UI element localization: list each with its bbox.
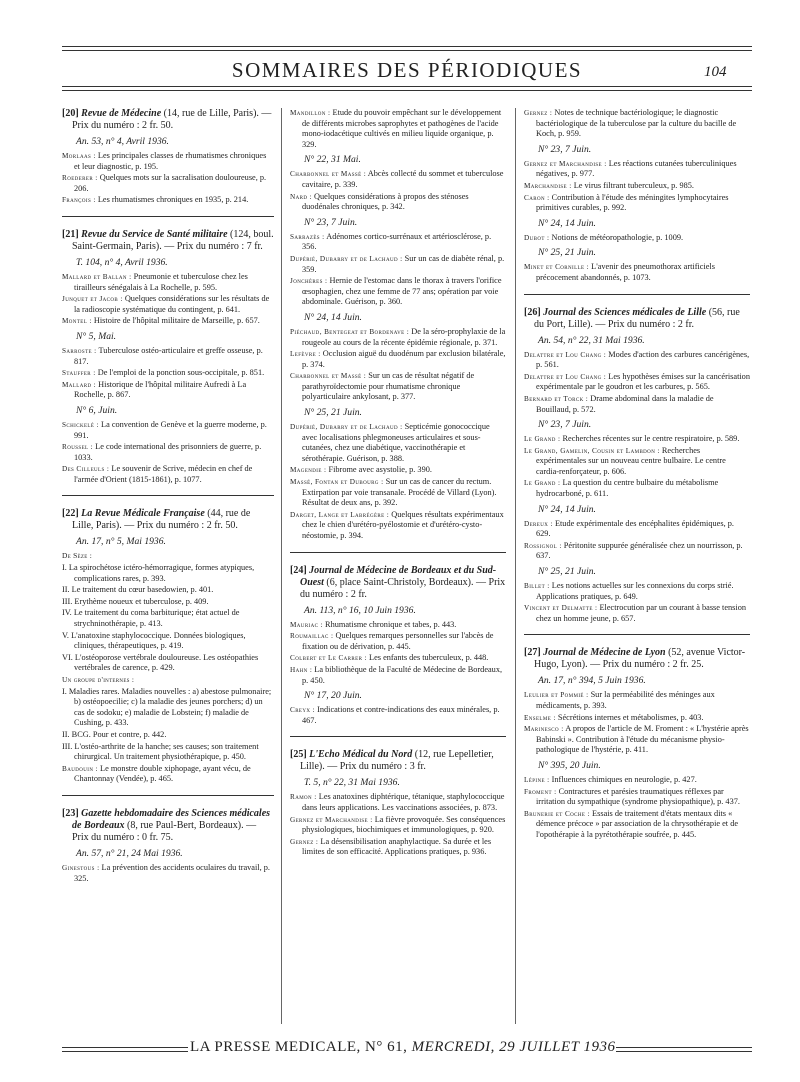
article-title: IV. Le traitement du coma barbiturique; état actuel de strychninothérapie, p. 413.: [62, 608, 240, 629]
article-title: Le code international des prisonniers de guerre, p. 1033.: [74, 442, 262, 462]
article-title: Rhumatisme chronique et tabes, p. 443.: [325, 619, 457, 629]
issue-line: N° 24, 14 Juin.: [304, 311, 362, 323]
article-entry: [290, 653, 506, 664]
issue-line: N° 5, Mai.: [76, 330, 117, 342]
journal-heading: [524, 647, 750, 671]
article-entry: [62, 316, 274, 327]
section-separator: [524, 634, 750, 635]
article-entry: [290, 108, 506, 150]
article-title: Sur un cas de résultat négatif de parathyroïdectomie pour rhumatisme chronique polyarticulaire ankylosant, p. 377.: [302, 371, 475, 402]
article-title: Les enfants des tuberculeux, p. 448.: [369, 653, 489, 663]
footer-rule: [616, 1047, 752, 1048]
issue-line: An. 54, n° 22, 31 Mai 1936.: [538, 334, 645, 346]
article-title: Abcès collecté du sommet et tuberculose cavitaire, p. 339.: [302, 169, 504, 189]
page-title: SOMMAIRES DES PÉRIODIQUES: [231, 58, 583, 82]
article-author: Roussel :: [62, 443, 94, 452]
journal-heading: [290, 565, 506, 601]
article-author: Jonchères :: [290, 277, 328, 286]
column-3: [524, 108, 750, 1024]
journal-details: (44, rue de Lille, Paris). — Prix du numéro : 2 fr. 50.: [72, 508, 251, 532]
issue-line: N° 24, 14 Juin.: [538, 217, 596, 229]
article-author: Minet et Cornille :: [524, 263, 590, 272]
journal-name: Journal des Sciences médicales de Lille: [543, 306, 707, 318]
article-entry: [524, 233, 750, 244]
journal-name: L'Echo Médical du Nord: [309, 749, 413, 761]
article-author: Dereux :: [524, 519, 553, 528]
footer-rule: [616, 1051, 752, 1052]
article-title: La désensibilisation anaphylactique. Sa durée et les limites de son efficacité. Applications pratiques, p. 936.: [302, 836, 492, 857]
article-entry: [290, 665, 506, 686]
issue-line: T. 5, n° 22, 31 Mai 1936.: [304, 777, 400, 789]
footer-rule: [62, 1051, 188, 1052]
issue-line: An. 57, n° 21, 24 Mai 1936.: [76, 847, 183, 859]
article-author: Colbert et Le Carrer :: [290, 654, 367, 663]
article-title: Sécrétions internes et métabolismes, p. 403.: [557, 712, 704, 722]
article-title: Quelques considérations à propos des sténoses duodénales chroniques, p. 342.: [302, 191, 469, 212]
article-entry: [290, 510, 506, 542]
article-entry: [62, 730, 274, 741]
article-author: Mallard :: [62, 380, 97, 389]
article-author: Ginestous :: [62, 863, 100, 872]
article-entry: [62, 442, 274, 463]
article-title: Contribution à l'étude des méningites lymphocytaires primitives curables, p. 992.: [536, 192, 729, 213]
issue-line: N° 25, 21 Juin.: [304, 407, 362, 419]
journal-number: [21]: [62, 228, 79, 240]
journal-name: La Revue Médicale Française: [81, 508, 205, 520]
journal-name: Gazette hebdomadaire des Sciences médicales de Bordeaux: [72, 807, 271, 831]
section-separator: [290, 552, 506, 553]
article-title: V. L'anatoxine staphylococcique. Données biologiques, cliniques, thérapeutiques, p. 419.: [62, 630, 246, 651]
article-author: Bernard et Torck :: [524, 394, 589, 403]
article-entry: [290, 169, 506, 190]
article-title: L'avenir des pneumothorax artificiels précocement abandonnés, p. 1073.: [536, 262, 715, 282]
article-entry: [524, 541, 750, 562]
article-entry: [290, 465, 506, 476]
journal-name: Revue de Médecine: [81, 108, 162, 119]
article-title: Quelques résultats expérimentaux chez le chien d'urétéro-pyélostomie et d'urétéro-cysto-néostomie, p. 394.: [302, 509, 504, 540]
article-title: Les hypothèses émises sur la cancérisation expérimentale par le goudron et les carbures, p. 565.: [536, 371, 750, 392]
article-title: Drame abdominal dans la maladie de Bouillaud, p. 572.: [536, 393, 714, 414]
article-author: Sarroste :: [62, 346, 97, 355]
article-entry: [524, 775, 750, 786]
article-entry: [62, 764, 274, 785]
page-footer: [190, 1039, 614, 1056]
issue-line: N° 6, Juin.: [76, 404, 118, 416]
article-entry: [62, 597, 274, 608]
article-title: Fibrome avec asystolie, p. 390.: [328, 465, 432, 475]
journal-details: (56, rue du Port, Lille). — Prix du numéro : 2 fr.: [534, 306, 740, 330]
journal-name: Revue du Service de Santé militaire: [81, 228, 228, 240]
article-entry: [62, 608, 274, 629]
article-entry: [290, 371, 506, 403]
article-title: De l'emploi de la ponction sous-occipitale, p. 851.: [97, 368, 265, 378]
article-author: Mandillon :: [290, 109, 331, 117]
article-entry: [62, 653, 274, 674]
issue-line: N° 25, 21 Juin.: [538, 566, 596, 578]
article-author: Baudouin :: [62, 764, 98, 773]
article-title: Le virus filtrant tuberculeux, p. 985.: [573, 180, 694, 190]
journal-heading: [62, 108, 274, 132]
article-title: A propos de l'article de M. Froment : « L'hystérie après Babinski ». Contribution à l'étude du mécanisme physio-pathologique de l'hystérie, p. 411.: [536, 724, 749, 755]
article-author: Stauffer :: [62, 369, 96, 378]
article-title: Sur un cas de cancer du rectum. Extirpation par voie transanale. Procédé de Villard (Lyon). Résultat de deux ans, p. 392.: [302, 477, 497, 508]
journal-number: [27]: [524, 647, 541, 659]
journal-details: (14, rue de Lille, Paris). — Prix du numéro : 2 fr. 50.: [72, 108, 272, 131]
article-entry: [524, 603, 750, 624]
section-separator: [62, 216, 274, 217]
article-entry: [290, 620, 506, 631]
article-title: Quelques remarques personnelles sur l'abcès de fixation ou de dérivation, p. 445.: [302, 631, 494, 651]
article-title: Electrocution par un courant à basse tension chez un homme jeune, p. 657.: [536, 603, 746, 623]
header-rule-1: [62, 46, 752, 47]
article-author: Nard :: [290, 192, 312, 201]
article-title: La convention de Genève et la guerre moderne, p. 991.: [74, 419, 267, 440]
journal-number: [25]: [290, 749, 307, 761]
article-entry: [290, 815, 506, 836]
article-author: Des Cilleuls :: [62, 465, 110, 474]
article-entry: [524, 181, 750, 192]
article-author: Marinesco :: [524, 725, 564, 734]
issue-line: N° 24, 14 Juin.: [538, 503, 596, 515]
article-entry: [524, 478, 750, 499]
article-title: Essais de traitement d'états mentaux dits « démence précoce » par association de la chrysothérapie et de l'opothérapie à la pyrétothérapie soufrée, p. 445.: [536, 808, 739, 839]
issue-line: An. 113, n° 16, 10 Juin 1936.: [304, 604, 416, 616]
article-entry: [524, 394, 750, 415]
article-author: Leulier et Pommié :: [524, 691, 589, 700]
section-separator: [524, 294, 750, 295]
footer-date: MERCREDI, 29 JUILLET 1936: [411, 1039, 616, 1055]
article-title: Etude expérimentale des encéphalites épidémiques, p. 629.: [536, 518, 734, 539]
article-title: La bibliothèque de la Faculté de Médecine de Bordeaux, p. 450.: [302, 664, 503, 685]
article-author: Gernez et Marchandise :: [290, 815, 373, 824]
footer-rule: [62, 1047, 188, 1048]
article-title: Tuberculose ostéo-articulaire et greffe osseuse, p. 817.: [74, 345, 263, 366]
article-entry: [62, 742, 274, 763]
article-entry: [62, 563, 274, 584]
article-author: Ramon :: [290, 793, 317, 802]
article-title: Les principales classes de rhumatismes chroniques et leur diagnostic, p. 195.: [74, 151, 267, 171]
article-title: III. L'ostéo-arthrite de la hanche; ses causes; son traitement chirurgical. Un traitement physiothérapique, p. 450.: [62, 741, 259, 762]
issue-line: N° 23, 7 Juin.: [538, 419, 592, 431]
article-title: I. Maladies rares. Maladies nouvelles : a) abestose pulmonaire; b) ostéopoecilie; c) la maladie des jeunes porchers; d) un cas de sodoku; e) maladie de Lobstein; f) maladie de Cushing, p. 433.: [62, 686, 272, 728]
article-title: Septicémie gonococcique avec localisations phlegmoneuses articulaires et sous-cutanées, chez une diabétique, vaccinothérapie et sérothérapie. Guérison, p. 388.: [302, 422, 490, 463]
article-entry: [62, 173, 274, 194]
article-title: Les anatoxines diphtérique, tétanique, staphylococcique dans leurs applications. Les vaccinations associées, p. 873.: [302, 792, 505, 812]
article-title: Recherches récentes sur le centre respiratoire, p. 589.: [562, 434, 740, 444]
journal-heading: [290, 749, 506, 773]
article-title: Influences chimiques en neurologie, p. 427.: [551, 774, 697, 784]
article-title: Historique de l'hôpital militaire Aufredi à La Rochelle, p. 867.: [74, 379, 247, 400]
article-author: Sarrazès :: [290, 232, 325, 241]
article-entry: [524, 193, 750, 214]
article-title: Notes de technique bactériologique; le diagnostic bactériologique de la tuberculose par la culture du bacille de Koch, p. 959.: [536, 108, 737, 139]
article-title: VI. L'ostéoporose vertébrale douloureuse. Les ostéopathies vertébrales de carence, p. 429.: [62, 652, 259, 673]
issue-line: N° 395, 20 Juin.: [538, 759, 601, 771]
article-entry: [290, 705, 506, 726]
article-title: Occlusion aiguë du duodénum par exclusion bilatérale, p. 374.: [302, 349, 506, 369]
article-author: Marchandise :: [524, 181, 572, 190]
journal-name: Journal de Médecine de Lyon: [543, 647, 666, 659]
article-author: Brunerie et Coche :: [524, 809, 590, 818]
article-title: Les réactions cutanées tuberculiniques négatives, p. 977.: [536, 158, 737, 179]
article-entry: [290, 232, 506, 253]
journal-details: (6, place Saint-Christoly, Bordeaux). — Prix du numéro : 2 fr.: [300, 576, 506, 600]
issue-line: N° 23, 7 Juin.: [304, 216, 358, 228]
issue-line: N° 23, 7 Juin.: [538, 143, 592, 155]
article-entry: [524, 446, 750, 478]
header-rule-4: [62, 90, 752, 91]
article-author: Roumaillac :: [290, 632, 334, 641]
article-author: Massé, Fontan et Dubourg :: [290, 478, 384, 487]
article-entry: [62, 464, 274, 485]
column-divider: [515, 108, 516, 1024]
article-title: Quelques considérations sur les résultats de la radioscopie systématique du contingent, p. 641.: [74, 294, 270, 314]
article-entry: [524, 262, 750, 283]
article-title: Sur la perméabilité des méninges aux médicaments, p. 393.: [536, 690, 715, 710]
header-rule-3: [62, 86, 752, 87]
article-entry: [290, 422, 506, 464]
group-author: Un groupe d'internes :: [62, 675, 135, 684]
article-author: Billet :: [524, 582, 550, 591]
section-separator: [62, 495, 274, 496]
article-author: Gernez :: [524, 109, 553, 117]
article-title: Notions de météoropathologie, p. 1009.: [551, 232, 684, 242]
article-entry: [524, 809, 750, 841]
article-entry: [524, 724, 750, 756]
article-author: Piéchaud, Bentegeat et Bordenave :: [290, 327, 410, 336]
article-entry: [524, 350, 750, 371]
article-author: Lépine :: [524, 775, 550, 784]
issue-line: N° 17, 20 Juin.: [304, 690, 362, 702]
article-author: François :: [62, 196, 96, 205]
article-author: Schickelé :: [62, 420, 99, 429]
article-author: Darget, Lange et Labrégère :: [290, 510, 390, 519]
article-entry: [290, 192, 506, 213]
article-author: Dupérié, Dubarry et de Lachaud :: [290, 254, 403, 263]
article-title: Péritonite suppurée généralisée chez un nourrisson, p. 637.: [536, 540, 743, 561]
article-entry: [62, 272, 274, 293]
article-entry: [524, 787, 750, 808]
article-entry: [62, 346, 274, 367]
article-entry: [62, 294, 274, 315]
issue-line: An. 17, n° 5, Mai 1936.: [76, 536, 166, 548]
article-entry: [524, 690, 750, 711]
article-author: Mauriac :: [290, 620, 323, 629]
article-title: Le souvenir de Scrive, médecin en chef de l'armée d'Orient (1815-1861), p. 1077.: [74, 464, 253, 484]
article-title: Adénomes cortico-surrénaux et artériosclérose, p. 356.: [302, 231, 492, 252]
journal-heading: [62, 229, 274, 253]
issue-line: N° 22, 31 Mai.: [304, 154, 361, 166]
article-entry: [290, 349, 506, 370]
journal-number: [20]: [62, 108, 79, 119]
article-entry: [62, 368, 274, 379]
article-entry: [524, 434, 750, 445]
article-author: Dubot :: [524, 233, 550, 242]
article-entry: [290, 276, 506, 308]
article-entry: [290, 792, 506, 813]
journal-heading: [62, 508, 274, 532]
article-author: Le Grand :: [524, 435, 561, 444]
article-entry: [524, 581, 750, 602]
article-entry: [62, 151, 274, 172]
article-author: Rossignol :: [524, 541, 562, 550]
journal-heading: [62, 808, 274, 844]
article-author: Hahn :: [290, 665, 313, 674]
article-author: Charbonnel et Massé :: [290, 170, 367, 179]
article-author: Gernez et Marchandise :: [524, 159, 607, 168]
article-author: Vincent et Delmatte :: [524, 604, 598, 613]
article-title: La fièvre provoquée. Ses conséquences physiologiques, biochimiques et immunologiques, p. 920.: [302, 814, 506, 835]
article-title: Indications et contre-indications des eaux minérales, p. 467.: [302, 705, 500, 725]
article-author: Froment :: [524, 787, 557, 796]
page-number: 104: [704, 64, 727, 80]
section-separator: [290, 736, 506, 737]
article-author: Lefèvre :: [290, 350, 321, 359]
article-title: Hernie de l'estomac dans le thorax à travers l'orifice œsophagien, chez une femme de 77 ans; opération par voie abdominale. Guérison, p. 360.: [302, 276, 502, 307]
article-entry: [524, 519, 750, 540]
article-entry: [62, 863, 274, 884]
column-divider: [281, 108, 282, 1024]
article-entry: [524, 108, 750, 140]
header-rule-2: [62, 50, 752, 51]
article-author: Mallard et Ballan :: [62, 272, 132, 281]
article-title: Pneumonie et tuberculose chez les tirailleurs sénégalais à La Rochelle, p. 595.: [74, 271, 248, 292]
article-author: Morlaas :: [62, 152, 96, 160]
journal-details: (52, avenue Victor-Hugo, Lyon). — Prix du numéro : 2 fr. 25.: [534, 647, 746, 671]
article-author: Delattre et Lou Chang :: [524, 350, 607, 359]
article-entry: [62, 420, 274, 441]
column-2: [290, 108, 506, 1024]
article-entry: [62, 585, 274, 596]
article-entry: [290, 631, 506, 652]
article-title: I. La spirochétose ictéro-hémorragique, formes atypiques, complications rares, p. 393.: [62, 563, 255, 583]
article-title: Modes d'action des carbures cancérigènes, p. 561.: [536, 349, 750, 370]
journal-number: [24]: [290, 564, 307, 576]
columns-container: [62, 108, 752, 1024]
article-author: Le Grand, Gamelin, Cousin et Lambdon :: [524, 446, 660, 455]
article-author: Montel :: [62, 317, 92, 326]
article-entry: [290, 477, 506, 509]
article-title: Le monstre double xiphopage, ayant vécu, de Chantonnay (Vendée), p. 465.: [74, 763, 251, 784]
journal-number: [26]: [524, 306, 541, 318]
article-entry: [524, 159, 750, 180]
section-separator: [62, 795, 274, 796]
journal-heading: [524, 307, 750, 331]
article-author: Enselme :: [524, 713, 556, 722]
article-title: Recherches expérimentales sur un nouveau centre bulbaire. Le centre cardia-renforçateur, p. 606.: [536, 445, 726, 476]
article-title: Les notions actuelles sur les connexions du corps strié. Applications pratiques, p. 649.: [536, 581, 734, 601]
footer-prefix: LA PRESSE MEDICALE, N° 61,: [190, 1039, 408, 1055]
issue-line: An. 17, n° 394, 5 Juin 1936.: [538, 675, 646, 687]
issue-line: An. 53, n° 4, Avril 1936.: [76, 136, 169, 147]
article-author: Magendie :: [290, 466, 327, 475]
journal-number: [22]: [62, 508, 79, 520]
article-author: Caron :: [524, 193, 550, 202]
journal-details: (8, rue Paul-Bert, Bordeaux). — Prix du numéro : 0 fr. 75.: [72, 819, 257, 843]
article-entry: [290, 327, 506, 348]
article-entry: [62, 380, 274, 401]
article-author: Roederer :: [62, 174, 98, 183]
group-author: De Sèze :: [62, 551, 93, 561]
article-author: Gernez :: [290, 837, 319, 846]
article-entry: [524, 372, 750, 393]
journal-name: Journal de Médecine de Bordeaux et du Sud-Ouest: [300, 564, 497, 588]
article-author: Creyx :: [290, 706, 315, 715]
article-entry: [524, 713, 750, 724]
article-title: II. BCG. Pour et contre, p. 442.: [62, 729, 167, 739]
article-title: De la séro-prophylaxie de la rougeole au cours de la récente épidémie régionale, p. 371.: [302, 326, 506, 347]
article-title: Sur un cas de diabète rénal, p. 359.: [302, 253, 505, 274]
article-author: Junquet et Jacob :: [62, 295, 123, 304]
article-author: Dupérié, Dubarry et de Lachaud :: [290, 423, 403, 432]
article-entry: [62, 687, 274, 729]
article-title: Les rhumatismes chroniques en 1935, p. 214.: [97, 195, 249, 205]
article-author: Charbonnel et Massé :: [290, 372, 367, 381]
article-title: Contractures et parésies traumatiques réflexes par irritation du sympathique (syndrome physiopathique), p. 437.: [536, 786, 740, 807]
article-author: Delattre et Lou Chang :: [524, 372, 607, 381]
article-entry: [290, 254, 506, 275]
journal-details: (124, boul. Saint-Germain, Paris). — Prix du numéro : 7 fr.: [72, 228, 274, 252]
article-title: Histoire de l'hôpital militaire de Marseille, p. 657.: [93, 316, 260, 326]
article-author: Le Grand :: [524, 479, 561, 488]
article-title: Etude du pouvoir empêchant sur le développement de différents microbes saprophytes et pathogènes de l'acide mono-iodacétique cultivés en milieu liquide organique, p. 329.: [302, 108, 502, 149]
article-title: III. Erythème noueux et tuberculose, p. 409.: [62, 596, 209, 606]
issue-line: N° 25, 21 Juin.: [538, 247, 596, 259]
article-entry: [62, 631, 274, 652]
article-title: II. Le traitement du cœur basedowien, p. 401.: [62, 585, 214, 595]
article-entry: [62, 195, 274, 206]
column-1: [62, 108, 274, 1024]
journal-details: (12, rue Lepelletier, Lille). — Prix du numéro : 3 fr.: [300, 749, 494, 773]
article-title: La question du centre bulbaire du métabolisme hydrocarboné, p. 611.: [536, 478, 719, 499]
article-entry: [290, 837, 506, 858]
article-title: La prévention des accidents oculaires du travail, p. 325.: [74, 862, 270, 883]
article-title: Quelques mots sur la sacralisation douloureuse, p. 206.: [74, 173, 267, 193]
issue-line: T. 104, n° 4, Avril 1936.: [76, 256, 168, 268]
journal-number: [23]: [62, 807, 79, 819]
